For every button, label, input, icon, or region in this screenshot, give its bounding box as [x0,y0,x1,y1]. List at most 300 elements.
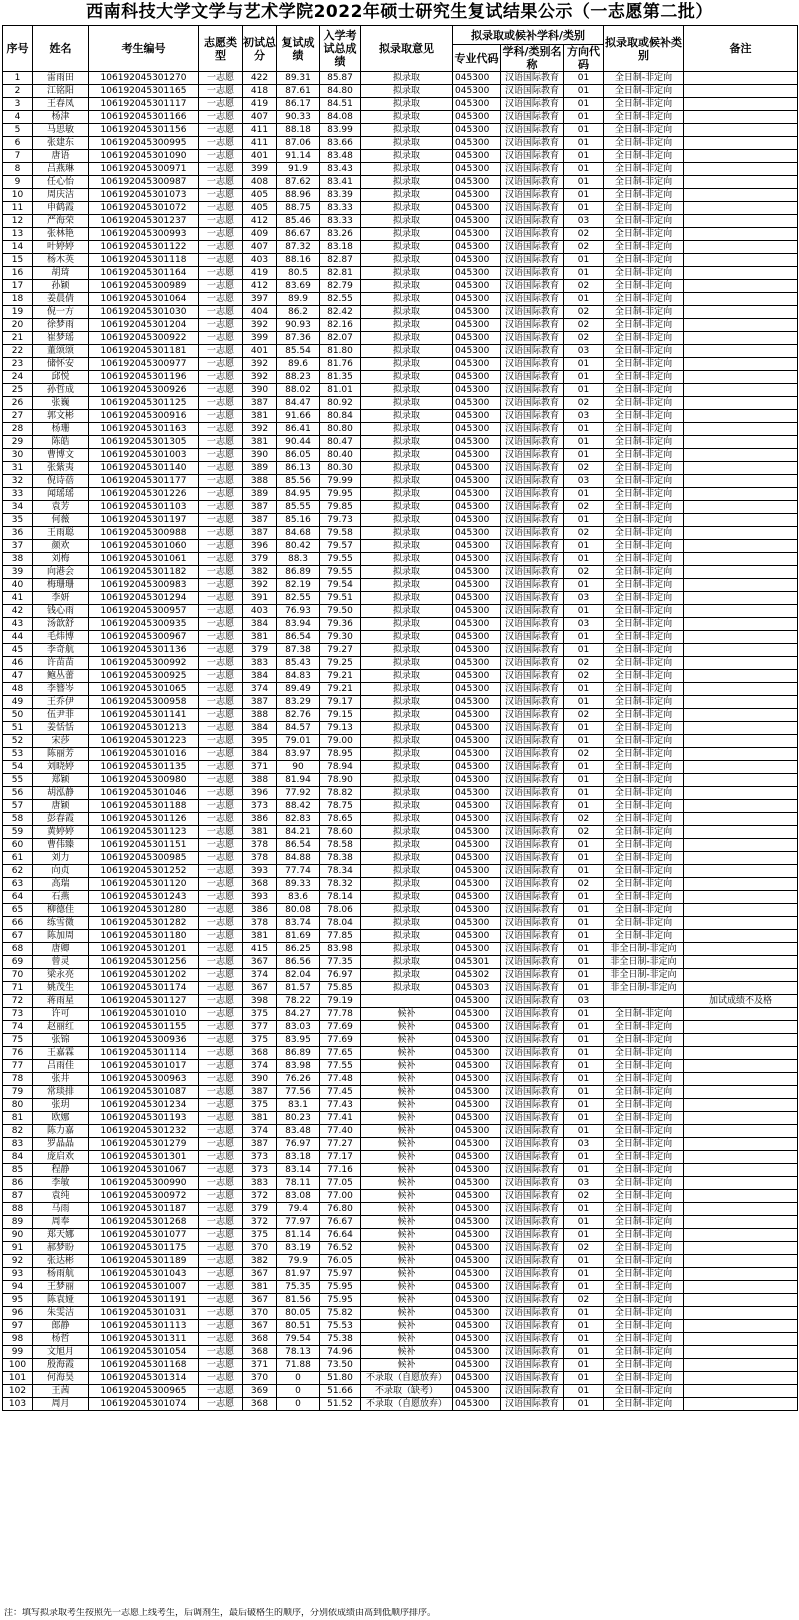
cell-initial-score: 408 [243,176,277,189]
cell-choice-type: 一志愿 [199,1294,243,1307]
cell-initial-score: 373 [243,800,277,813]
cell-study-type: 全日制-非定向 [604,527,684,540]
cell-exam-id: 106192045300957 [89,605,199,618]
cell-total-score: 79.27 [320,644,361,657]
cell-retest-score: 90.93 [277,319,320,332]
cell-opinion: 拟录取 [361,527,453,540]
cell-opinion: 候补 [361,1073,453,1086]
cell-initial-score: 415 [243,943,277,956]
cell-major-name: 汉语国际教育 [501,644,564,657]
cell-direction-code: 01 [564,1060,604,1073]
cell-choice-type: 一志愿 [199,826,243,839]
cell-name: 赵丽红 [33,1021,89,1034]
cell-choice-type: 一志愿 [199,423,243,436]
cell-major-name: 汉语国际教育 [501,956,564,969]
cell-direction-code: 01 [564,683,604,696]
cell-exam-id: 106192045301123 [89,826,199,839]
cell-choice-type: 一志愿 [199,397,243,410]
cell-major-name: 汉语国际教育 [501,1307,564,1320]
cell-retest-score: 87.36 [277,332,320,345]
table-row [3,163,798,176]
table-row [3,1255,798,1268]
cell-seq: 9 [3,176,33,189]
cell-choice-type: 一志愿 [199,839,243,852]
cell-remark [684,592,798,605]
cell-major-name: 汉语国际教育 [501,358,564,371]
cell-direction-code: 01 [564,1346,604,1359]
cell-major-code: 045300 [453,241,501,254]
cell-name: 陈丽芳 [33,748,89,761]
cell-total-score: 78.90 [320,774,361,787]
cell-remark [684,605,798,618]
cell-study-type: 全日制-非定向 [604,1125,684,1138]
cell-retest-score: 86.41 [277,423,320,436]
cell-name: 张巍 [33,397,89,410]
cell-major-name: 汉语国际教育 [501,241,564,254]
cell-opinion: 拟录取 [361,631,453,644]
cell-total-score: 78.32 [320,878,361,891]
cell-seq: 68 [3,943,33,956]
cell-name: 杨雨航 [33,1268,89,1281]
table-row [3,1034,798,1047]
cell-direction-code: 01 [564,605,604,618]
table-row [3,189,798,202]
cell-major-name: 汉语国际教育 [501,1281,564,1294]
cell-direction-code: 01 [564,124,604,137]
cell-opinion: 拟录取 [361,839,453,852]
cell-name: 刘力 [33,852,89,865]
cell-total-score: 75.95 [320,1281,361,1294]
cell-exam-id: 106192045301003 [89,449,199,462]
cell-name: 练雪微 [33,917,89,930]
cell-choice-type: 一志愿 [199,657,243,670]
cell-opinion: 候补 [361,1034,453,1047]
cell-exam-id: 106192045301103 [89,501,199,514]
cell-seq: 57 [3,800,33,813]
cell-exam-id: 106192045300989 [89,280,199,293]
cell-seq: 75 [3,1034,33,1047]
cell-study-type: 全日制-非定向 [604,241,684,254]
cell-retest-score: 87.06 [277,137,320,150]
cell-direction-code: 02 [564,241,604,254]
cell-direction-code: 01 [564,787,604,800]
cell-initial-score: 399 [243,332,277,345]
cell-major-code: 045300 [453,1216,501,1229]
cell-choice-type: 一志愿 [199,1099,243,1112]
cell-direction-code: 01 [564,1385,604,1398]
cell-retest-score: 88.16 [277,254,320,267]
cell-study-type: 全日制-非定向 [604,306,684,319]
cell-retest-score: 88.75 [277,202,320,215]
cell-study-type: 全日制-非定向 [604,358,684,371]
table-row [3,98,798,111]
cell-major-name: 汉语国际教育 [501,1268,564,1281]
cell-seq: 36 [3,527,33,540]
cell-study-type: 全日制-非定向 [604,748,684,761]
cell-retest-score: 86.05 [277,449,320,462]
cell-choice-type: 一志愿 [199,345,243,358]
cell-initial-score: 387 [243,501,277,514]
cell-study-type: 全日制-非定向 [604,436,684,449]
cell-major-code: 045300 [453,254,501,267]
cell-exam-id: 106192045301114 [89,1047,199,1060]
cell-major-code: 045300 [453,527,501,540]
cell-exam-id: 106192045301122 [89,241,199,254]
cell-choice-type: 一志愿 [199,72,243,85]
cell-exam-id: 106192045301189 [89,1255,199,1268]
cell-major-code: 045300 [453,98,501,111]
cell-major-name: 汉语国际教育 [501,1138,564,1151]
cell-total-score: 83.48 [320,150,361,163]
cell-exam-id: 106192045301120 [89,878,199,891]
cell-major-name: 汉语国际教育 [501,202,564,215]
cell-major-name: 汉语国际教育 [501,826,564,839]
cell-retest-score: 84.95 [277,488,320,501]
cell-study-type: 全日制-非定向 [604,553,684,566]
cell-major-code: 045300 [453,124,501,137]
cell-initial-score: 379 [243,553,277,566]
cell-seq: 78 [3,1073,33,1086]
cell-total-score: 77.40 [320,1125,361,1138]
cell-exam-id: 106192045301163 [89,423,199,436]
cell-opinion: 候补 [361,1164,453,1177]
cell-exam-id: 106192045301165 [89,85,199,98]
cell-total-score: 77.69 [320,1021,361,1034]
cell-exam-id: 106192045301090 [89,150,199,163]
cell-exam-id: 106192045301270 [89,72,199,85]
cell-exam-id: 106192045301016 [89,748,199,761]
cell-major-name: 汉语国际教育 [501,839,564,852]
cell-opinion: 拟录取 [361,852,453,865]
cell-choice-type: 一志愿 [199,1242,243,1255]
cell-remark [684,267,798,280]
cell-remark [684,891,798,904]
cell-study-type: 全日制-非定向 [604,462,684,475]
cell-direction-code: 02 [564,527,604,540]
cell-opinion: 拟录取 [361,644,453,657]
cell-seq: 52 [3,735,33,748]
cell-initial-score: 367 [243,1320,277,1333]
cell-opinion: 拟录取 [361,904,453,917]
cell-name: 杨木英 [33,254,89,267]
cell-seq: 27 [3,410,33,423]
cell-name: 彭春霞 [33,813,89,826]
cell-remark [684,1203,798,1216]
cell-name: 杨珊 [33,423,89,436]
table-row [3,826,798,839]
cell-study-type: 全日制-非定向 [604,85,684,98]
cell-seq: 37 [3,540,33,553]
cell-total-score: 79.21 [320,670,361,683]
cell-exam-id: 106192045301117 [89,98,199,111]
cell-major-name: 汉语国际教育 [501,722,564,735]
cell-initial-score: 403 [243,254,277,267]
cell-remark [684,644,798,657]
cell-study-type: 全日制-非定向 [604,852,684,865]
cell-direction-code: 02 [564,462,604,475]
cell-exam-id: 106192045301017 [89,1060,199,1073]
cell-retest-score: 86.56 [277,956,320,969]
cell-remark [684,670,798,683]
cell-major-code: 045300 [453,943,501,956]
cell-choice-type: 一志愿 [199,774,243,787]
cell-major-name: 汉语国际教育 [501,1125,564,1138]
cell-retest-score: 81.14 [277,1229,320,1242]
cell-major-name: 汉语国际教育 [501,1372,564,1385]
cell-major-code: 045300 [453,488,501,501]
cell-major-code: 045300 [453,631,501,644]
cell-opinion: 拟录取 [361,956,453,969]
cell-choice-type: 一志愿 [199,1307,243,1320]
cell-direction-code: 01 [564,85,604,98]
cell-initial-score: 375 [243,1008,277,1021]
cell-seq: 98 [3,1333,33,1346]
cell-name: 郎静 [33,1320,89,1333]
cell-opinion: 拟录取 [361,475,453,488]
cell-remark [684,930,798,943]
cell-study-type: 全日制-非定向 [604,189,684,202]
cell-name: 黄婷婷 [33,826,89,839]
cell-major-name: 汉语国际教育 [501,423,564,436]
cell-name: 向贞 [33,865,89,878]
table-row [3,683,798,696]
cell-retest-score: 91.9 [277,163,320,176]
cell-exam-id: 106192045301196 [89,371,199,384]
cell-major-code: 045300 [453,501,501,514]
cell-opinion: 候补 [361,1346,453,1359]
cell-study-type: 全日制-非定向 [604,254,684,267]
cell-name: 王茜 [33,1385,89,1398]
cell-initial-score: 375 [243,1034,277,1047]
cell-total-score: 77.17 [320,1151,361,1164]
cell-exam-id: 106192045300990 [89,1177,199,1190]
cell-major-name: 汉语国际教育 [501,1385,564,1398]
cell-major-name: 汉语国际教育 [501,319,564,332]
cell-remark [684,839,798,852]
cell-remark [684,1216,798,1229]
cell-remark [684,189,798,202]
cell-major-name: 汉语国际教育 [501,605,564,618]
cell-initial-score: 409 [243,228,277,241]
cell-major-name: 汉语国际教育 [501,85,564,98]
cell-study-type: 全日制-非定向 [604,1086,684,1099]
cell-exam-id: 106192045301226 [89,488,199,501]
cell-choice-type: 一志愿 [199,1346,243,1359]
cell-total-score: 75.85 [320,982,361,995]
cell-major-name: 汉语国际教育 [501,1346,564,1359]
cell-total-score: 79.73 [320,514,361,527]
cell-initial-score: 383 [243,1177,277,1190]
cell-initial-score: 393 [243,865,277,878]
cell-total-score: 79.21 [320,683,361,696]
cell-name: 倪一方 [33,306,89,319]
cell-total-score: 79.58 [320,527,361,540]
cell-exam-id: 106192045300988 [89,527,199,540]
cell-exam-id: 106192045301305 [89,436,199,449]
cell-opinion: 候补 [361,1112,453,1125]
cell-retest-score: 81.69 [277,930,320,943]
table-row [3,644,798,657]
cell-exam-id: 106192045301268 [89,1216,199,1229]
cell-total-score: 82.07 [320,332,361,345]
cell-seq: 14 [3,241,33,254]
cell-initial-score: 387 [243,527,277,540]
cell-major-name: 汉语国际教育 [501,1086,564,1099]
cell-study-type: 全日制-非定向 [604,137,684,150]
cell-study-type: 全日制-非定向 [604,1372,684,1385]
cell-seq: 70 [3,969,33,982]
cell-major-name: 汉语国际教育 [501,397,564,410]
cell-seq: 90 [3,1229,33,1242]
cell-initial-score: 389 [243,488,277,501]
cell-name: 吕燕琳 [33,163,89,176]
cell-name: 王春凤 [33,98,89,111]
cell-seq: 66 [3,917,33,930]
cell-total-score: 79.19 [320,995,361,1008]
cell-total-score: 77.41 [320,1112,361,1125]
cell-initial-score: 399 [243,163,277,176]
cell-seq: 84 [3,1151,33,1164]
cell-remark [684,1151,798,1164]
cell-major-code: 045300 [453,761,501,774]
cell-major-name: 汉语国际教育 [501,930,564,943]
cell-opinion: 候补 [361,1047,453,1060]
cell-remark [684,566,798,579]
cell-choice-type: 一志愿 [199,1398,243,1411]
cell-study-type: 全日制-非定向 [604,1164,684,1177]
cell-major-code: 045300 [453,1242,501,1255]
cell-opinion: 拟录取 [361,85,453,98]
cell-major-code: 045300 [453,683,501,696]
cell-major-name: 汉语国际教育 [501,1294,564,1307]
table-row [3,293,798,306]
cell-opinion: 拟录取 [361,462,453,475]
cell-remark [684,462,798,475]
cell-total-score: 82.81 [320,267,361,280]
cell-opinion: 拟录取 [361,657,453,670]
cell-initial-score: 367 [243,1268,277,1281]
cell-major-name: 汉语国际教育 [501,1216,564,1229]
cell-opinion: 拟录取 [361,384,453,397]
cell-name: 杨津 [33,111,89,124]
cell-retest-score: 83.6 [277,891,320,904]
cell-exam-id: 106192045301311 [89,1333,199,1346]
cell-direction-code: 02 [564,501,604,514]
cell-seq: 20 [3,319,33,332]
table-row [3,865,798,878]
cell-initial-score: 378 [243,839,277,852]
cell-retest-score: 85.54 [277,345,320,358]
cell-total-score: 82.79 [320,280,361,293]
cell-direction-code: 01 [564,1359,604,1372]
cell-retest-score: 78.13 [277,1346,320,1359]
cell-study-type: 全日制-非定向 [604,631,684,644]
cell-direction-code: 02 [564,813,604,826]
cell-name: 王雨聪 [33,527,89,540]
cell-major-code: 045300 [453,176,501,189]
cell-major-code: 045300 [453,1086,501,1099]
table-row [3,735,798,748]
cell-opinion: 候补 [361,1138,453,1151]
cell-opinion: 不录取（自愿放弃） [361,1372,453,1385]
cell-opinion: 拟录取 [361,969,453,982]
cell-major-code: 045300 [453,1281,501,1294]
cell-opinion: 拟录取 [361,566,453,579]
cell-opinion: 拟录取 [361,397,453,410]
cell-major-code: 045300 [453,1047,501,1060]
cell-seq: 13 [3,228,33,241]
cell-exam-id: 106192045301191 [89,1294,199,1307]
table-row [3,306,798,319]
cell-remark [684,1255,798,1268]
table-row [3,1229,798,1242]
cell-major-name: 汉语国际教育 [501,553,564,566]
cell-choice-type: 一志愿 [199,1138,243,1151]
cell-seq: 26 [3,397,33,410]
cell-opinion: 拟录取 [361,514,453,527]
table-row [3,501,798,514]
cell-remark [684,657,798,670]
cell-initial-score: 367 [243,982,277,995]
cell-major-name: 汉语国际教育 [501,592,564,605]
cell-study-type: 全日制-非定向 [604,1294,684,1307]
cell-exam-id: 106192045301174 [89,982,199,995]
cell-study-type: 全日制-非定向 [604,1138,684,1151]
table-row [3,397,798,410]
cell-total-score: 75.97 [320,1268,361,1281]
cell-remark [684,111,798,124]
cell-name: 陈力嘉 [33,1125,89,1138]
cell-study-type: 全日制-非定向 [604,696,684,709]
cell-initial-score: 405 [243,202,277,215]
cell-exam-id: 106192045301141 [89,709,199,722]
cell-direction-code: 01 [564,1073,604,1086]
cell-opinion: 拟录取 [361,774,453,787]
cell-major-name: 汉语国际教育 [501,1203,564,1216]
cell-seq: 39 [3,566,33,579]
cell-remark [684,787,798,800]
header-group: 拟录取或候补学科/类别 [453,26,604,45]
cell-initial-score: 377 [243,1021,277,1034]
cell-opinion: 拟录取 [361,150,453,163]
cell-retest-score: 84.88 [277,852,320,865]
cell-name: 罗晶晶 [33,1138,89,1151]
cell-total-score: 80.47 [320,436,361,449]
cell-remark [684,1073,798,1086]
table-row [3,1099,798,1112]
cell-remark [684,696,798,709]
cell-remark [684,813,798,826]
cell-direction-code: 01 [564,1333,604,1346]
cell-major-code: 045300 [453,644,501,657]
cell-seq: 16 [3,267,33,280]
cell-major-code: 045300 [453,163,501,176]
cell-direction-code: 03 [564,215,604,228]
cell-choice-type: 一志愿 [199,670,243,683]
cell-remark [684,956,798,969]
cell-total-score: 83.26 [320,228,361,241]
cell-retest-score: 90.33 [277,111,320,124]
cell-seq: 82 [3,1125,33,1138]
cell-total-score: 75.38 [320,1333,361,1346]
cell-exam-id: 106192045301232 [89,1125,199,1138]
cell-seq: 45 [3,644,33,657]
cell-opinion: 拟录取 [361,943,453,956]
cell-opinion: 候补 [361,1008,453,1021]
cell-retest-score: 84.47 [277,397,320,410]
table-row [3,137,798,150]
cell-name: 周奉 [33,1216,89,1229]
